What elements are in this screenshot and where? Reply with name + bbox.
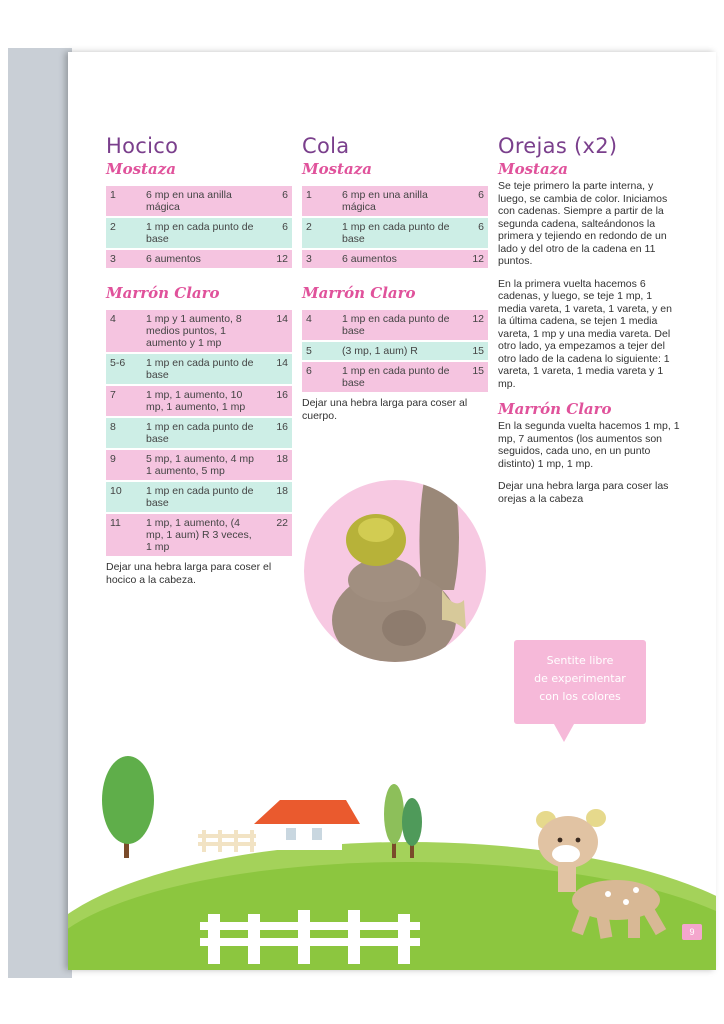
cola-mostaza-label: Mostaza (302, 160, 372, 178)
cola-column (302, 134, 488, 423)
round-instruction: 6 mp en una anilla mágica (338, 186, 458, 216)
round-instruction: 1 mp en cada punto de base (338, 218, 458, 248)
round-instruction: 5 mp, 1 aumento, 4 mp 1 aumento, 5 mp (142, 450, 262, 480)
table-row (302, 342, 488, 360)
round-number: 7 (106, 386, 142, 416)
table-row (106, 310, 292, 352)
bubble-tail (554, 724, 574, 742)
stitch-count: 14 (262, 354, 292, 384)
round-number: 4 (106, 310, 142, 352)
stitch-count: 16 (262, 418, 292, 448)
hocico-note: Dejar una hebra larga para coser el hocico a la cabeza. (106, 561, 272, 586)
stitch-count: 6 (458, 218, 488, 248)
cola-mostaza-table (302, 184, 488, 270)
stitch-count: 12 (458, 310, 488, 340)
round-instruction: 1 mp en cada punto de base (142, 418, 262, 448)
round-number: 3 (302, 250, 338, 268)
round-number: 5-6 (106, 354, 142, 384)
stitch-count: 6 (458, 186, 488, 216)
hocico-mostaza-table (106, 184, 292, 270)
table-row (106, 250, 292, 268)
stitch-count: 15 (458, 342, 488, 360)
cola-marron-label: Marrón Claro (302, 284, 416, 302)
crochet-photo (304, 480, 486, 662)
round-instruction: (3 mp, 1 aum) R (338, 342, 458, 360)
table-row (106, 514, 292, 556)
round-instruction: 6 mp en una anilla mágica (142, 186, 262, 216)
orejas-marron-label: Marrón Claro (498, 400, 612, 418)
round-number: 3 (106, 250, 142, 268)
round-instruction: 1 mp y 1 aumento, 8 medios puntos, 1 aumento y 1 mp (142, 310, 262, 352)
tip-line-3: con los colores (539, 690, 621, 703)
round-number: 1 (302, 186, 338, 216)
orejas-paragraph-4: Dejar una hebra larga para coser las orejas a la cabeza (498, 480, 669, 505)
stitch-count: 15 (458, 362, 488, 392)
tip-line-2: de experimentar (534, 672, 626, 685)
cola-note: Dejar una hebra larga para coser al cuerpo. (302, 397, 468, 422)
round-number: 6 (302, 362, 338, 392)
stitch-count: 18 (262, 482, 292, 512)
orejas-title: Orejas (x2) (498, 134, 618, 158)
stitch-count: 22 (262, 514, 292, 556)
round-instruction: 1 mp en cada punto de base (142, 482, 262, 512)
round-instruction: 1 mp en cada punto de base (142, 354, 262, 384)
orejas-paragraph-2: En la primera vuelta hacemos 6 cadenas, y luego, se teje 1 mp, 1 media vareta, 1 vareta, 1 vareta, y en la última cadena, se tejen 1 media vareta, 1 mp y una media vareta. Del otro lado, ya empezamos a tejer del otro lado de la cadena lo siguiente: 1 vareta, 1 vareta, 1 media vareta y 1 mp. (498, 277, 672, 390)
round-number: 9 (106, 450, 142, 480)
tip-bubble (514, 640, 646, 724)
stitch-count: 12 (262, 250, 292, 268)
round-number: 4 (302, 310, 338, 340)
hocico-marron-table (106, 308, 292, 558)
round-number: 2 (106, 218, 142, 248)
hocico-mostaza-label: Mostaza (106, 160, 176, 178)
hocico-title: Hocico (106, 134, 179, 158)
stitch-count: 14 (262, 310, 292, 352)
round-number: 2 (302, 218, 338, 248)
table-row (302, 186, 488, 216)
hocico-marron-label: Marrón Claro (106, 284, 220, 302)
table-row (302, 362, 488, 392)
table-row (302, 250, 488, 268)
round-instruction: 1 mp, 1 aumento, 10 mp, 1 aumento, 1 mp (142, 386, 262, 416)
stitch-count: 16 (262, 386, 292, 416)
round-instruction: 6 aumentos (338, 250, 458, 268)
table-row (106, 482, 292, 512)
round-instruction: 1 mp en cada punto de base (142, 218, 262, 248)
round-number: 5 (302, 342, 338, 360)
stitch-count: 6 (262, 186, 292, 216)
round-number: 1 (106, 186, 142, 216)
round-number: 11 (106, 514, 142, 556)
cola-title: Cola (302, 134, 350, 158)
table-row (106, 186, 292, 216)
hocico-column (106, 134, 292, 587)
crochet-tail-illustration (304, 480, 486, 662)
round-instruction: 1 mp en cada punto de base (338, 362, 458, 392)
stitch-count: 6 (262, 218, 292, 248)
table-row (106, 386, 292, 416)
round-instruction: 1 mp en cada punto de base (338, 310, 458, 340)
orejas-mostaza-label: Mostaza (498, 160, 568, 178)
round-instruction: 6 aumentos (142, 250, 262, 268)
table-row (106, 354, 292, 384)
cola-marron-table (302, 308, 488, 394)
deer-illustration (536, 809, 666, 939)
stitch-count: 18 (262, 450, 292, 480)
round-instruction: 1 mp, 1 aumento, (4 mp, 1 aum) R 3 veces, 1 mp (142, 514, 262, 556)
table-row (106, 218, 292, 248)
tip-line-1: Sentite libre (546, 654, 614, 667)
orejas-paragraph-3: En la segunda vuelta hacemos 1 mp, 1 mp, 7 aumentos (los aumentos son seguidos, cada uno, en un punto distinto) 1 mp, 1 mp. (498, 420, 680, 470)
stitch-count: 12 (458, 250, 488, 268)
tip-text (514, 640, 646, 706)
table-row (106, 450, 292, 480)
table-row (106, 418, 292, 448)
page-number: 9 (682, 924, 702, 940)
table-row (302, 218, 488, 248)
round-number: 8 (106, 418, 142, 448)
orejas-column (498, 134, 682, 515)
magazine-page (68, 52, 716, 970)
round-number: 10 (106, 482, 142, 512)
scan-edge (8, 48, 72, 978)
orejas-paragraph-1: Se teje primero la parte interna, y luego, se cambia de color. Iniciamos con cadenas. Siempre a partir de la segunda cadena, salteándonos la primera y tejiendo en redondo de un lado y del otro de la cadena en 11 puntos. (498, 180, 668, 267)
landscape-illustration (68, 742, 716, 970)
table-row (302, 310, 488, 340)
